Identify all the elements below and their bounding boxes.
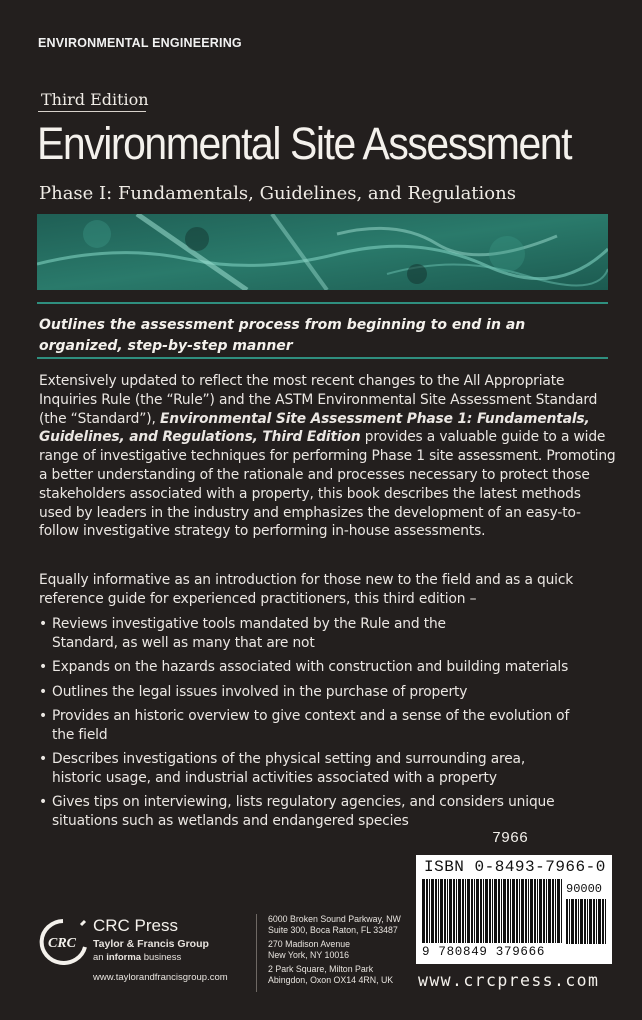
barcode-bar — [598, 899, 601, 944]
address-line: Abingdon, Oxon OX14 4RN, UK — [268, 975, 394, 985]
barcode-bar — [552, 879, 554, 943]
description-paragraph — [39, 372, 617, 541]
barcode-bar — [528, 879, 529, 943]
publisher-group: Taylor & Francis Group — [93, 938, 209, 950]
address-block — [268, 914, 401, 936]
barcode-bar — [480, 879, 482, 943]
barcode-bar — [596, 899, 597, 944]
barcode-bar — [498, 879, 500, 943]
parent-name: informa — [106, 952, 142, 963]
barcode-bar — [548, 879, 551, 943]
barcode-bar — [435, 879, 437, 943]
barcode-bar — [584, 899, 586, 944]
barcode-bar — [575, 899, 577, 944]
barcode-bar — [431, 879, 434, 943]
bullet-item: • Expands on the hazards associated with construction and building materials — [39, 658, 614, 677]
aerial-photo-banner — [37, 214, 608, 290]
description-part-2: provides a valuable guide to a wide range of investigative techniques for performing Phase 1 site assessment. Promoting a better understanding of the rationale and processes necessary to protect those stakeholders associated with a property, this book describes the latest methods used by leaders in the industry and emphasizes the development of an easy-to-follow investigative strategy to performing in-house assessments. — [39, 429, 616, 540]
barcode-bar — [507, 879, 509, 943]
barcode-bar — [566, 899, 568, 944]
barcode-bar — [462, 879, 464, 943]
barcode-bar — [449, 879, 452, 943]
barcode-bar — [438, 879, 439, 943]
barcode-bar — [474, 879, 475, 943]
address-block — [268, 964, 393, 986]
parent-suffix: business — [141, 952, 182, 963]
bullet-item: • Outlines the legal issues involved in the purchase of property — [39, 683, 614, 702]
feature-bullet-list — [39, 615, 614, 836]
book-subtitle: Phase I: Fundamentals, Guidelines, and Regulations — [39, 183, 516, 204]
barcode-bar — [519, 879, 520, 943]
barcode-bar — [485, 879, 488, 943]
barcode-bar — [516, 879, 518, 943]
barcode-bar — [530, 879, 533, 943]
barcode-bar — [543, 879, 545, 943]
barcode-bar — [525, 879, 527, 943]
ean-number: 9 780849 379666 — [422, 945, 546, 959]
bullet-item: • Provides an historic overview to give context and a sense of the evolution of the field — [39, 707, 614, 744]
barcode-bar — [555, 879, 556, 943]
bullet-item: • Describes investigations of the physical setting and surrounding area, historic usage, and industrial activities associated with a property — [39, 750, 614, 787]
series-label: ENVIRONMENTAL ENGINEERING — [38, 36, 242, 50]
isbn-text: ISBN 0-8493-7966-0 — [424, 858, 606, 876]
barcode-bar — [471, 879, 473, 943]
barcode-bar — [458, 879, 461, 943]
barcode-bar — [602, 899, 604, 944]
barcode-bar — [578, 899, 579, 944]
barcode-bar — [456, 879, 457, 943]
edition-label: Third Edition — [41, 90, 149, 109]
barcode-bar — [426, 879, 428, 943]
barcode-bar — [546, 879, 547, 943]
bullet-item: • Gives tips on interviewing, lists regulatory agencies, and considers unique situations such as wetlands and endangered species — [39, 793, 614, 830]
barcode-bar — [534, 879, 536, 943]
barcode-bar — [605, 899, 606, 944]
barcode-bar — [521, 879, 524, 943]
barcode-bar — [467, 879, 470, 943]
publisher-name: CRC Press — [93, 916, 179, 935]
edition-underline — [38, 111, 146, 112]
book-title: Environmental Site Assessment — [37, 118, 572, 169]
top-divider-rule — [37, 302, 608, 304]
bottom-divider-rule — [37, 357, 608, 359]
barcode-bar — [483, 879, 484, 943]
barcode-bar — [476, 879, 479, 943]
description-part-1: Extensively updated to reflect the most recent changes to the All Appropriate Inquiries Rule (the “Rule”) and the ASTM Environmental Site Assessment Standard (the “Standard”), — [39, 373, 598, 427]
address-line: 6000 Broken Sound Parkway, NW — [268, 914, 401, 924]
barcode-bar — [512, 879, 515, 943]
crc-logo-icon — [37, 917, 89, 965]
address-block — [268, 939, 350, 961]
isbn-barcode — [416, 855, 612, 964]
barcode-bar — [539, 879, 542, 943]
address-divider — [256, 914, 257, 992]
barcode-bar — [489, 879, 491, 943]
price-barcode-bars — [566, 899, 606, 944]
address-line: New York, NY 10016 — [268, 950, 350, 960]
barcode-bar — [571, 899, 574, 944]
publisher-website[interactable]: www.taylorandfrancisgroup.com — [93, 972, 228, 983]
barcode-bar — [444, 879, 446, 943]
price-code: 90000 — [566, 882, 603, 896]
barcode-bar — [422, 879, 425, 943]
barcode-bar — [589, 899, 592, 944]
intro-paragraph: Equally informative as an introduction for those new to the field and as a quick reference guide for experienced practitioners, this third edition – — [39, 572, 574, 607]
publisher-url[interactable]: www.crcpress.com — [418, 971, 600, 990]
address-line: 270 Madison Avenue — [268, 939, 351, 949]
barcode-bar — [580, 899, 583, 944]
barcode-bar — [510, 879, 511, 943]
barcode-bar — [593, 899, 595, 944]
barcode-bar — [429, 879, 430, 943]
parent-prefix: an — [93, 952, 107, 963]
publisher-parent — [93, 952, 181, 963]
barcode-bar — [440, 879, 443, 943]
barcode-bar — [501, 879, 502, 943]
barcode-label: 7966 — [492, 830, 529, 847]
barcode-bar — [569, 899, 570, 944]
barcode-bar — [453, 879, 455, 943]
barcode-bar — [492, 879, 493, 943]
description-book-title: Environmental Site Assessment Phase 1: Fundamentals, Guidelines, and Regulations, Third Edition — [39, 410, 590, 446]
barcode-bar — [557, 879, 560, 943]
bullet-item: • Reviews investigative tools mandated by the Rule and the Standard, as well as many that are not — [39, 615, 614, 652]
barcode-bar — [587, 899, 588, 944]
barcode-bar — [447, 879, 448, 943]
barcode-bar — [465, 879, 466, 943]
barcode-bar — [494, 879, 497, 943]
tagline: Outlines the assessment process from beginning to end in an organized, step-by-step manner — [39, 317, 526, 354]
address-line: 2 Park Square, Milton Park — [268, 964, 374, 974]
barcode-bars — [422, 879, 562, 943]
address-line: Suite 300, Boca Raton, FL 33487 — [268, 925, 398, 935]
barcode-bar — [503, 879, 506, 943]
barcode-bar — [561, 879, 562, 943]
crc-logo-text: CRC — [47, 936, 77, 951]
barcode-bar — [537, 879, 538, 943]
